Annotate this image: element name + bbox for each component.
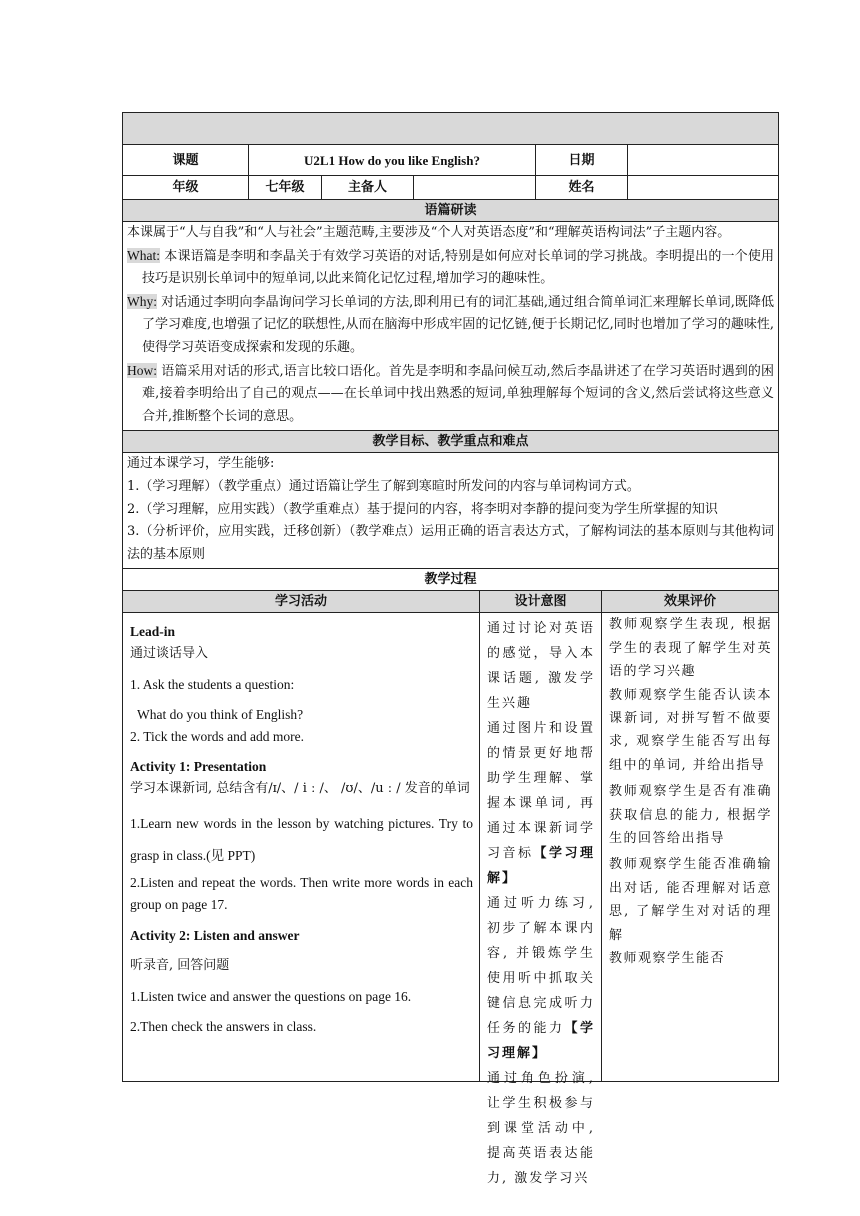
top-blank-row xyxy=(123,113,779,145)
leadin-step-1: 1. Ask the students a question: xyxy=(130,676,295,692)
activity1-step-2: 2.Listen and repeat the words. Then write more words in each group on page 17. xyxy=(130,875,473,913)
col-activity-header: 学习活动 xyxy=(123,591,480,613)
leadin-step-2: 2. Tick the words and add more. xyxy=(130,728,304,744)
grade-value: 七年级 xyxy=(249,176,322,200)
leadin-question: What do you think of English? xyxy=(137,707,304,723)
design-item-4: 通过角色扮演, 让学生积极参与到课堂活动中, 提高英语表达能力, 激发学习兴 xyxy=(487,1071,595,1187)
activity2-title: Activity 2: Listen and answer xyxy=(130,927,300,943)
how-text: 语篇采用对话的形式,语言比较口语化。首先是李明和李晶问候互动,然后李晶讲述了在学习英语时遇到的困难,接着李明给出了自己的观点——在长单词中找出熟悉的短词,单独理解每个短词的含义,然后尝试将这些意义合并,推断整个长词的意思。 xyxy=(142,363,774,424)
leadin-desc: 通过谈话导入 xyxy=(130,645,209,661)
objective-item-2: 2.（学习理解，应用实践）（教学重难点）基于提问的内容，将李明对李静的提问变为学生所掌握的知识 xyxy=(127,501,718,517)
objectives-title: 教学目标、教学重点和难点 xyxy=(123,431,779,453)
text-study-intro: 本课属于“人与自我”和“人与社会”主题范畴,主要涉及“个人对英语态度”和“理解英语构词法”子主题内容。 xyxy=(127,225,731,240)
evaluation-content xyxy=(609,613,772,1073)
design-cell xyxy=(480,613,602,1187)
objective-item-3: 3.（分析评价，应用实践，迁移创新）（教学难点）运用正确的语言表达方式，了解构词法的基本原则与其他构词法的基本原则 xyxy=(127,524,774,562)
text-study-body xyxy=(123,222,779,431)
activities-cell xyxy=(123,613,480,1082)
why-text: 对话通过李明向李晶询问学习长单词的方法,即利用已有的词汇基础,通过组合简单词汇来理解长单词,既降低了学习难度,也增强了记忆的联想性,从而在脑海中形成牢固的记忆链,便于长期记忆,同时也增加了学习的趣味性,使得学习英语变成探索和发现的乐趣。 xyxy=(142,294,774,355)
design-content xyxy=(487,616,595,1187)
date-value xyxy=(628,145,779,176)
name-label: 姓名 xyxy=(536,176,628,200)
how-paragraph xyxy=(127,360,774,429)
col-eval-header: 效果评价 xyxy=(602,591,779,613)
activity2-desc: 听录音, 回答问题 xyxy=(130,958,230,974)
objective-item-1: 1.（学习理解）（教学重点）通过语篇让学生了解到寒暄时所发问的内容与单词构词方式。 xyxy=(127,478,640,494)
evaluation-item-2: 教师观察学生能否认读本课新词, 对拼写暂不做要求, 观察学生能否写出每组中的单词, 并给出指导 xyxy=(609,687,772,773)
activity1-title: Activity 1: Presentation xyxy=(130,759,267,775)
evaluation-cell xyxy=(602,613,779,1082)
why-label: Why: xyxy=(127,293,157,309)
why-paragraph xyxy=(127,291,774,360)
activity2-step-2: 2.Then check the answers in class. xyxy=(130,1019,317,1035)
design-item-1: 通过讨论对英语的感觉，导入本课话题, 激发学生兴趣 xyxy=(487,621,595,712)
objectives-body-row xyxy=(123,453,779,569)
process-header-row xyxy=(123,591,779,613)
topic-label: 课题 xyxy=(123,145,249,176)
how-label: How: xyxy=(127,362,157,378)
top-blank-band xyxy=(123,113,779,145)
what-paragraph xyxy=(127,245,774,291)
activity1-desc: 学习本课新词, 总结含有/ɪ/、/ i ː /、 /ʊ/、/u ː / 发音的单词 xyxy=(130,780,470,796)
lesson-plan-table xyxy=(122,112,779,1187)
activities-content xyxy=(130,621,473,1081)
col-design-header: 设计意图 xyxy=(480,591,602,613)
text-study-body-row xyxy=(123,222,779,431)
design-item-2-tag: 【学习理解】 xyxy=(487,846,595,887)
design-item-3-text: 通过听力练习, 初步了解本课内容, 并锻炼学生使用听中抓取关键信息完成听力任务的能力 xyxy=(487,896,595,1037)
topic-value: U2L1 How do you like English? xyxy=(249,145,536,176)
objectives-intro: 通过本课学习，学生能够: xyxy=(127,456,275,472)
design-item-2-text: 通过图片和设置的情景更好地帮助学生理解、掌握本课单词, 再通过本课新词学习音标 xyxy=(487,721,595,862)
leadin-title: Lead-in xyxy=(130,624,176,640)
objectives-title-row xyxy=(123,431,779,453)
name-value xyxy=(628,176,779,200)
evaluation-item-4: 教师观察学生能否准确输出对话, 能否理解对话意思, 了解学生对对话的理解 xyxy=(609,857,772,943)
evaluation-item-1: 教师观察学生表现, 根据学生的表现了解学生对英语的学习兴趣 xyxy=(609,617,772,680)
date-label: 日期 xyxy=(536,145,628,176)
preparer-label: 主备人 xyxy=(322,176,414,200)
topic-row xyxy=(123,145,779,176)
process-title-row xyxy=(123,569,779,591)
process-body-row xyxy=(123,613,779,1082)
what-text: 本课语篇是李明和李晶关于有效学习英语的对话,特别是如何应对长单词的学习挑战。李明提出的一个使用技巧是识别长单词中的短单词,以此来简化记忆过程,增加学习的趣味性。 xyxy=(142,248,774,287)
what-label: What: xyxy=(127,247,160,263)
text-study-title: 语篇研读 xyxy=(123,200,779,222)
process-title: 教学过程 xyxy=(123,569,779,591)
design-item-2 xyxy=(487,716,595,891)
design-item-3-tag: 【学习理解】 xyxy=(487,1021,595,1062)
activity2-step-1: 1.Listen twice and answer the questions on page 16. xyxy=(130,988,412,1004)
evaluation-item-5: 教师观察学生能否 xyxy=(609,951,726,966)
design-item-3 xyxy=(487,891,595,1066)
evaluation-item-3: 教师观察学生是否有准确获取信息的能力, 根据学生的回答给出指导 xyxy=(609,784,772,846)
preparer-value xyxy=(414,176,536,200)
grade-row xyxy=(123,176,779,200)
text-study-title-row xyxy=(123,200,779,222)
objectives-body xyxy=(123,453,779,569)
grade-label: 年级 xyxy=(123,176,249,200)
lesson-plan-page xyxy=(122,112,778,1187)
activity1-step-1: 1.Learn new words in the lesson by watching pictures. Try to grasp in class.(见 PPT) xyxy=(130,816,473,864)
